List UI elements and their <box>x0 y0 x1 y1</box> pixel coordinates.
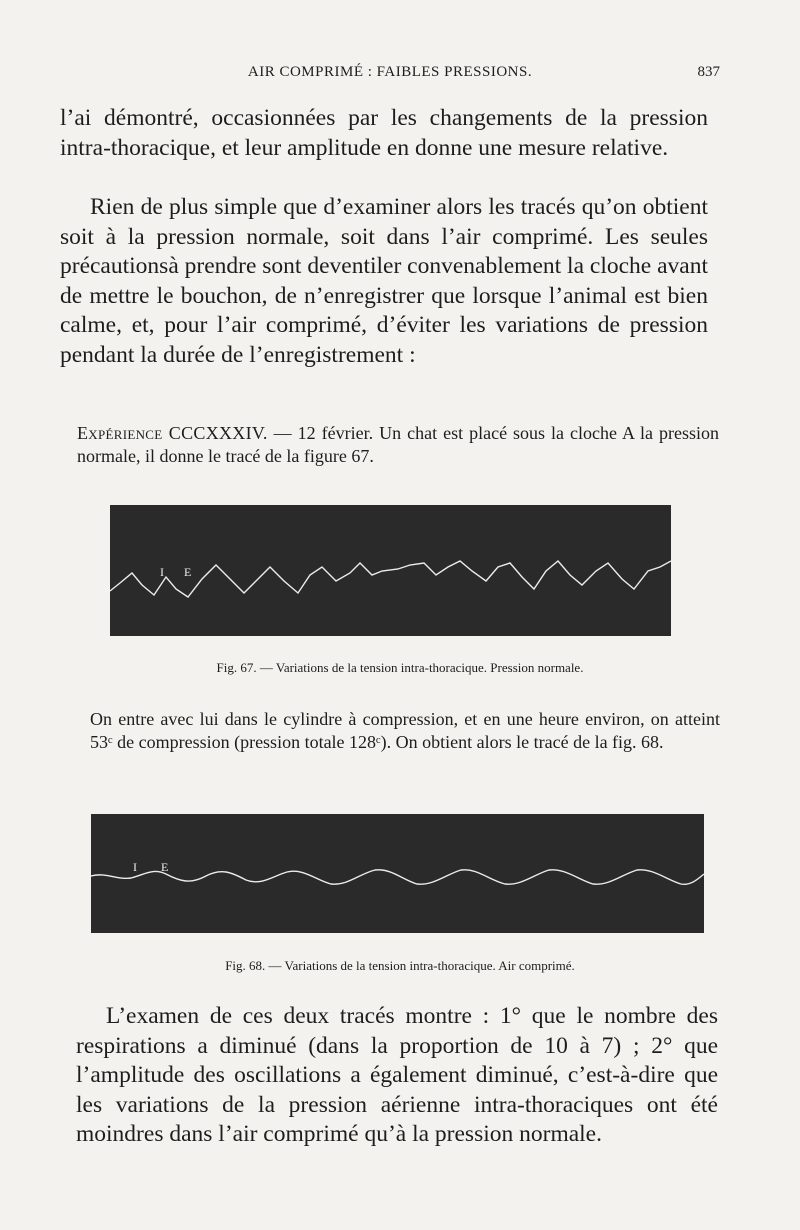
figure-68-label-i: I <box>133 860 137 874</box>
experiment-text: — 12 février. Un chat est placé sous la cloche A la pression normale, il donne le tracé de la figure 67. <box>77 423 719 466</box>
paragraph-precautions: Rien de plus simple que d’examiner alors les tracés qu’on obtient soit à la pression normale, soit dans l’air comprimé. Les seules précautionsà prendre sont deventiler convenablement la cloche avant de mettre le bouchon, de n’enregistrer que lorsque l’animal est bien calme, et, pour l’air comprimé, d’éviter les variations de pression pendant la durée de l’enregistrement : <box>60 194 708 368</box>
pressure-trace-compressed <box>91 870 704 885</box>
figure-67-label-i: I <box>160 565 164 579</box>
figure-68-waveform <box>91 814 704 933</box>
experiment-label: Expérience CCCXXXIV. <box>77 423 268 443</box>
page-number: 837 <box>697 64 720 80</box>
figure-67-label-e: E <box>184 565 192 579</box>
figure-68-label-e: E <box>161 860 169 874</box>
paragraph-conclusion: L’examen de ces deux tracés montre : 1° que le nombre des respirations a diminué (dans la proportion de 10 à 7) ; 2° que l’amplitude des oscillations a également diminué, c’est-à-dire que les variations de la pression aérienne intra-thoraciques ont été moindres dans l’air comprimé qu’à la pression normale. <box>76 1003 718 1147</box>
figure-67-caption: Fig. 67. — Variations de la tension intra-thoracique. Pression normale. <box>216 660 584 675</box>
paragraph-continuation: l’ai démontré, occasionnées par les changements de la pression intra-thoracique, et leur amplitude en donne une mesure relative. <box>60 105 708 161</box>
figure-67-waveform <box>110 505 671 636</box>
paragraph-compression: On entre avec lui dans le cylindre à compression, et en une heure environ, on atteint 53ᶜ de compression (pression totale 128ᶜ). On obtient alors le tracé de la fig. 68. <box>90 709 720 752</box>
experiment-paragraph <box>77 422 719 468</box>
figure-68-trace <box>91 814 704 933</box>
running-title: AIR COMPRIMÉ : FAIBLES PRESSIONS. <box>247 64 533 80</box>
figure-67-trace <box>110 505 671 636</box>
figure-68-caption: Fig. 68. — Variations de la tension intra-thoracique. Air comprimé. <box>225 958 575 973</box>
pressure-trace-normal <box>110 561 671 597</box>
running-head <box>60 64 720 88</box>
